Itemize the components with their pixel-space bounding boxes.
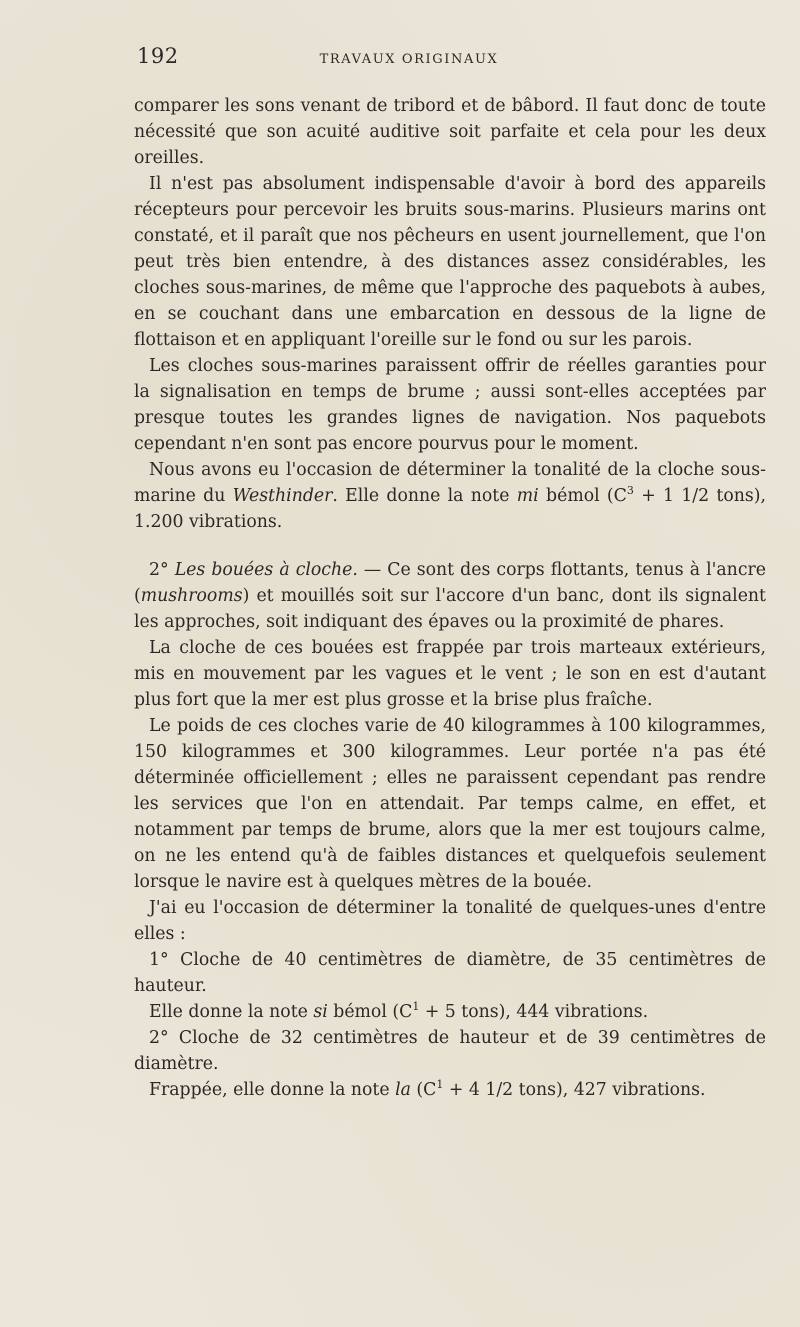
text-run: Elle donne la note [149, 1002, 314, 1022]
paragraph [134, 1077, 766, 1103]
superscript: 1 [412, 1000, 420, 1014]
section-heading: Les bouées à cloche. [174, 560, 358, 580]
ship-name: Westhinder [232, 486, 333, 506]
text-run: + 1 1/2 tons), 1.200 vibrations. [134, 486, 766, 532]
text-run: — Ce sont des corps flottants, tenus à l'ancre ( [134, 560, 766, 606]
superscript: 1 [436, 1078, 444, 1092]
text-run: (C [410, 1080, 437, 1100]
text-run: + 4 1/2 tons), 427 vibrations. [443, 1080, 706, 1100]
page-number: 192 [137, 44, 179, 68]
paragraph: 1° Cloche de 40 centimètres de diamètre, de 35 centimètres de hauteur. [134, 950, 766, 996]
note-name: la [395, 1080, 411, 1100]
paragraph: comparer les sons venant de tribord et de bâbord. Il faut donc de toute nécessité que son acuité auditive soit parfaite et cela pour les deux oreilles. [134, 96, 766, 168]
text-run: 2° [149, 560, 175, 580]
running-title: TRAVAUX ORIGINAUX [319, 52, 499, 67]
section-paragraph [134, 557, 766, 635]
text-run: Frappée, elle donne la note [149, 1080, 396, 1100]
paragraph: La cloche de ces bouées est frappée par trois marteaux extérieurs, mis en mouvement par les vagues et le vent ; le son en est d'autant plus fort que la mer est plus grosse et la brise plus fraîche. [134, 638, 766, 710]
paragraph: Les cloches sous-marines paraissent offrir de réelles garanties pour la signalisation en temps de brume ; aussi sont-elles acceptées par presque toutes les grandes lignes de navigation. Nos paquebots cependant n'en sont pas encore pourvus pour le moment. [134, 356, 766, 454]
superscript: 3 [626, 484, 634, 498]
text-run: Nous avons eu l'occasion de déterminer la tonalité de la cloche sous-marine du [134, 460, 766, 506]
body-text [134, 93, 766, 1103]
text-run: ) et mouillés soit sur l'accore d'un banc, dont ils signalent les approches, soit indiquant des épaves ou la proximité de phares. [134, 586, 766, 632]
text-run: + 5 tons), 444 vibrations. [419, 1002, 649, 1022]
paragraph [134, 999, 766, 1025]
text-run: bémol (C [327, 1002, 413, 1022]
paragraph: 2° Cloche de 32 centimètres de hauteur et de 39 centimètres de diamètre. [134, 1028, 766, 1074]
text-run: bémol (C [538, 486, 627, 506]
paragraph: J'ai eu l'occasion de déterminer la tonalité de quelques-unes d'entre elles : [134, 898, 766, 944]
paragraph [134, 457, 766, 535]
note-name: mi [516, 486, 539, 506]
text-run: . Elle donne la note [332, 486, 517, 506]
italic-term: mushrooms [140, 586, 243, 606]
paragraph: Il n'est pas absolument indispensable d'avoir à bord des appareils récepteurs pour percevoir les bruits sous-marins. Plusieurs marins ont constaté, et il paraît que nos pêcheurs en usent journellement, que l'on peut très bien entendre, à des distances assez considérables, les cloches sous-marines, de même que l'approche des paquebots à aubes, en se couchant dans une embarcation en dessous de la ligne de flottaison et en appliquant l'oreille sur le fond ou sur les parois. [134, 174, 766, 350]
paragraph: Le poids de ces cloches varie de 40 kilogrammes à 100 kilogrammes, 150 kilogrammes et 300 kilogrammes. Leur portée n'a pas été déterminée officiellement ; elles ne paraissent cependant pas rendre les services que l'on en attendait. Par temps calme, en effet, et notamment par temps de brume, alors que la mer est toujours calme, on ne les entend qu'à de faibles distances et quelquefois seulement lorsque le navire est à quelques mètres de la bouée. [134, 716, 766, 892]
note-name: si [313, 1002, 328, 1022]
